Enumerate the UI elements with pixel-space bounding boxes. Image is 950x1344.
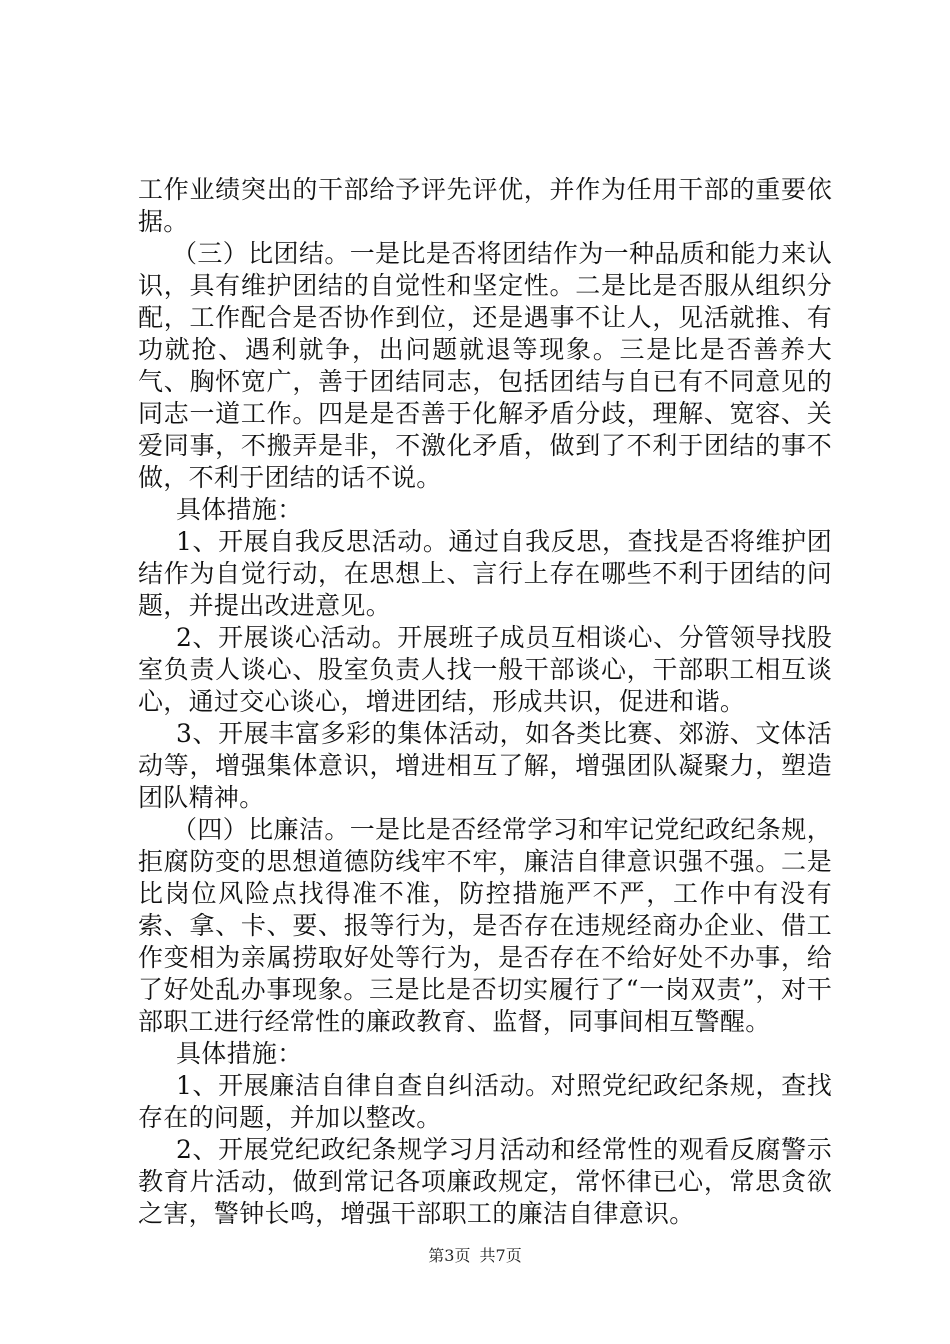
paragraph-6: 3、开展丰富多彩的集体活动，如各类比赛、郊游、文体活动等，增强集体意识，增进相互了解，增强团队凝聚力，塑造团队精神。 — [138, 719, 832, 812]
paragraph-7: （四）比廉洁。一是比是否经常学习和牢记党纪政纪条规，拒腐防变的思想道德防线牢不牢，廉洁自律意识强不强。二是比岗位风险点找得准不准，防控措施严不严，工作中有没有索、拿、卡、要、报等行为，是否存在违规经商办企业、借工作变相为亲属捞取好处等行为，是否存在不给好处不办事，给了好处乱办事现象。三是比是否切实履行了“一岗双责”，对干部职工进行经常性的廉政教育、监督，同事间相互警醒。 — [138, 815, 832, 1036]
paragraph-1: 工作业绩突出的干部给予评先评优，并作为任用干部的重要依据。 — [138, 175, 832, 236]
page-total: 共7页 — [479, 1246, 522, 1265]
paragraph-9: 1、开展廉洁自律自查自纠活动。对照党纪政纪条规，查找存在的问题，并加以整改。 — [138, 1071, 832, 1132]
page-footer — [0, 1246, 950, 1266]
page-number: 第3页 — [428, 1246, 471, 1265]
paragraph-3: 具体措施： — [176, 495, 303, 524]
paragraph-8: 具体措施： — [176, 1039, 303, 1068]
paragraph-5: 2、开展谈心活动。开展班子成员互相谈心、分管领导找股室负责人谈心、股室负责人找一般干部谈心，干部职工相互谈心，通过交心谈心，增进团结，形成共识，促进和谐。 — [138, 623, 832, 716]
document-body — [138, 174, 832, 1230]
paragraph-10: 2、开展党纪政纪条规学习月活动和经常性的观看反腐警示教育片活动，做到常记各项廉政规定，常怀律已心，常思贪欲之害，警钟长鸣，增强干部职工的廉洁自律意识。 — [138, 1135, 832, 1228]
paragraph-2: （三）比团结。一是比是否将团结作为一种品质和能力来认识，具有维护团结的自觉性和坚定性。二是比是否服从组织分配，工作配合是否协作到位，还是遇事不让人，见活就推、有功就抢、遇利就争，出问题就退等现象。三是比是否善养大气、胸怀宽广，善于团结同志，包括团结与自已有不同意见的同志一道工作。四是是否善于化解矛盾分歧，理解、宽容、关爱同事，不搬弄是非，不激化矛盾，做到了不利于团结的事不做，不利于团结的话不说。 — [138, 239, 832, 492]
paragraph-4: 1、开展自我反思活动。通过自我反思，查找是否将维护团结作为自觉行动，在思想上、言行上存在哪些不利于团结的问题，并提出改进意见。 — [138, 527, 832, 620]
